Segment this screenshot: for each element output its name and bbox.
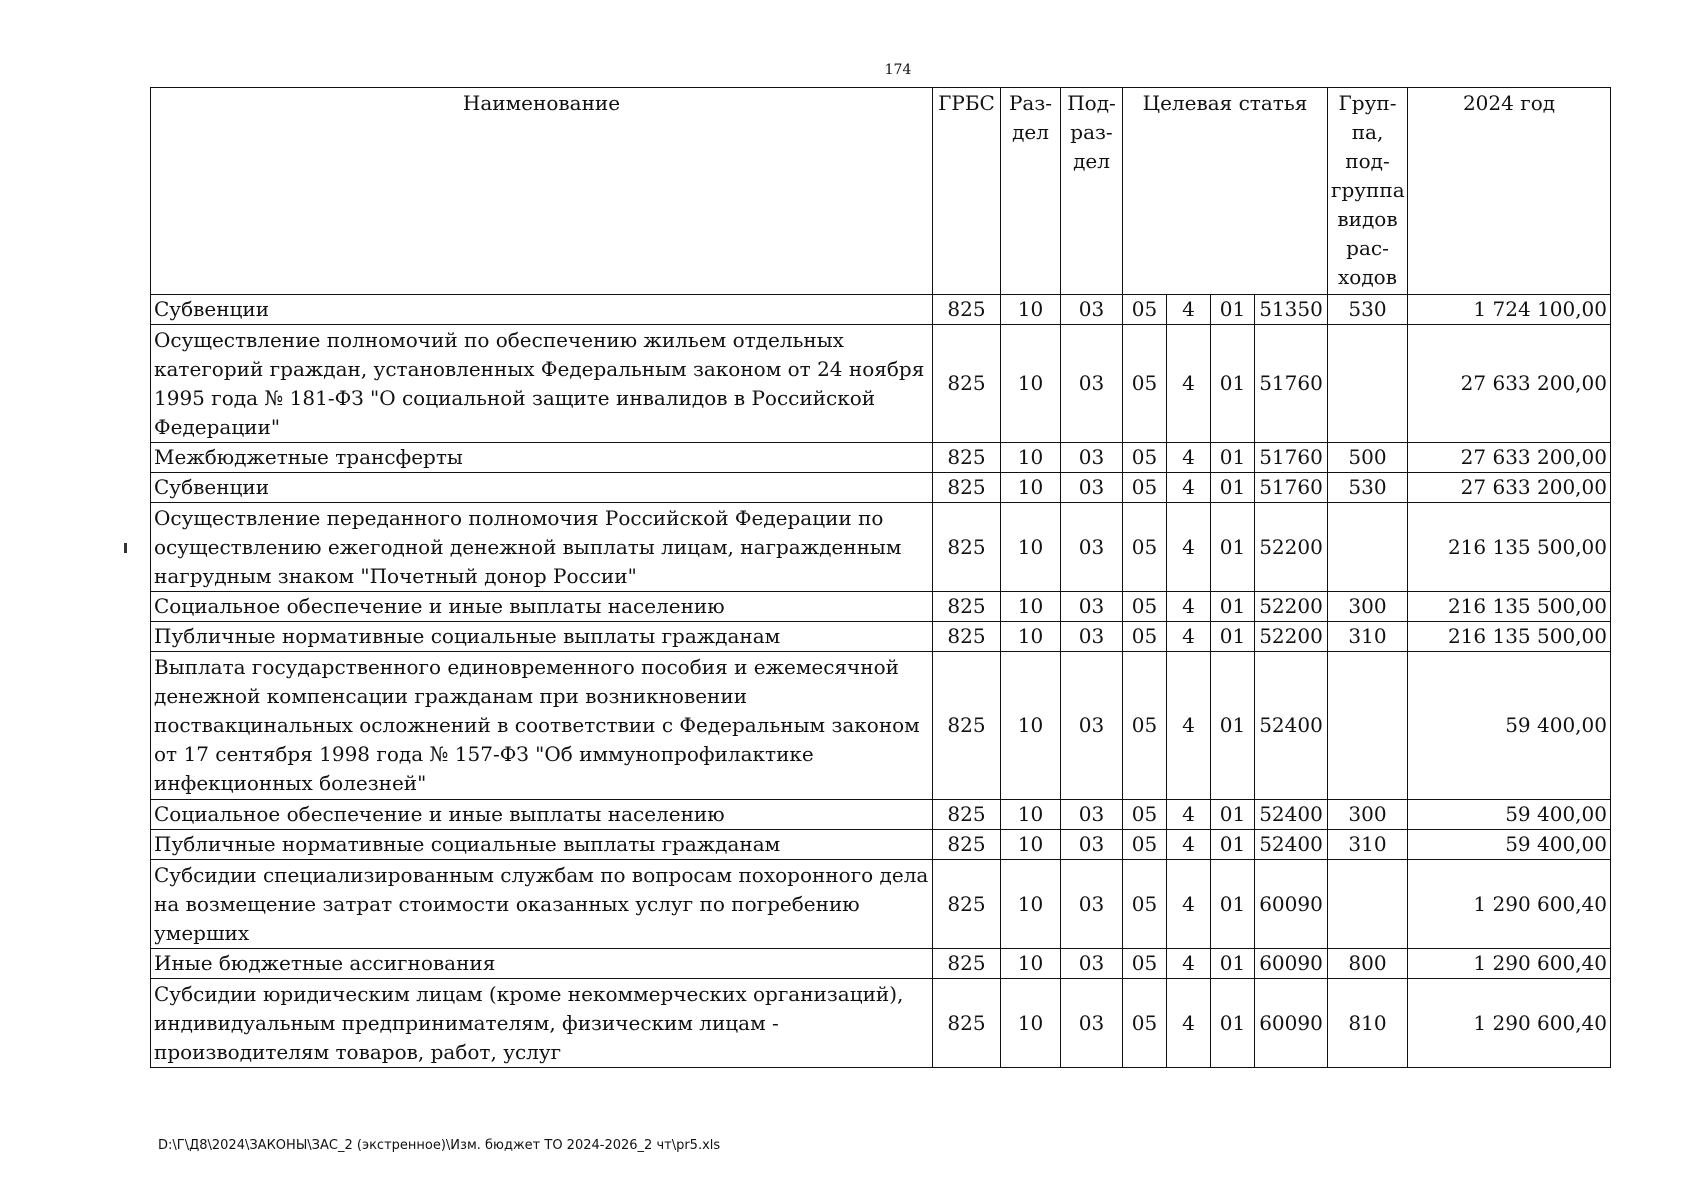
header-group-line: Груп-	[1338, 91, 1397, 115]
cell-podrazdel: 03	[1061, 622, 1123, 652]
cell-target-3: 01	[1211, 622, 1255, 652]
cell-amount: 1 290 600,40	[1408, 949, 1611, 979]
cell-grbs: 825	[933, 503, 1001, 592]
cell-name: Социальное обеспечение и иные выплаты населению	[151, 800, 933, 830]
cell-target-1: 05	[1123, 295, 1167, 325]
cell-name: Публичные нормативные социальные выплаты гражданам	[151, 622, 933, 652]
cell-razdel: 10	[1001, 443, 1061, 473]
cell-target-4: 51350	[1255, 295, 1328, 325]
cell-target-1: 05	[1123, 830, 1167, 860]
cell-group: 300	[1328, 800, 1408, 830]
cell-target-3: 01	[1211, 295, 1255, 325]
cell-group	[1328, 860, 1408, 949]
table-row	[151, 860, 1611, 949]
cell-amount: 1 290 600,40	[1408, 860, 1611, 949]
header-podrazdel-line: Под-	[1067, 91, 1116, 115]
cell-target-3: 01	[1211, 443, 1255, 473]
cell-razdel: 10	[1001, 860, 1061, 949]
cell-name: Субвенции	[151, 473, 933, 503]
cell-amount: 216 135 500,00	[1408, 622, 1611, 652]
table-row	[151, 979, 1611, 1068]
cell-name: Субсидии специализированным службам по вопросам похоронного дела на возмещение затрат стоимости оказанных услуг по погребению умерших	[151, 860, 933, 949]
cell-name: Субвенции	[151, 295, 933, 325]
cell-amount: 1 724 100,00	[1408, 295, 1611, 325]
cell-target-1: 05	[1123, 652, 1167, 800]
cell-grbs: 825	[933, 622, 1001, 652]
cell-target-1: 05	[1123, 622, 1167, 652]
cell-target-3: 01	[1211, 503, 1255, 592]
cell-razdel: 10	[1001, 325, 1061, 443]
cell-podrazdel: 03	[1061, 830, 1123, 860]
header-name: Наименование	[151, 88, 933, 295]
header-row	[151, 88, 1611, 295]
cell-group	[1328, 325, 1408, 443]
table-row	[151, 622, 1611, 652]
cell-grbs: 825	[933, 979, 1001, 1068]
cell-amount: 59 400,00	[1408, 830, 1611, 860]
table-row	[151, 652, 1611, 800]
cell-target-4: 52400	[1255, 800, 1328, 830]
cell-amount: 27 633 200,00	[1408, 473, 1611, 503]
cell-target-4: 60090	[1255, 949, 1328, 979]
cell-target-4: 51760	[1255, 443, 1328, 473]
cell-group: 530	[1328, 473, 1408, 503]
header-group-line: рас-	[1346, 236, 1389, 260]
cell-group: 810	[1328, 979, 1408, 1068]
cell-target-1: 05	[1123, 979, 1167, 1068]
cell-razdel: 10	[1001, 830, 1061, 860]
header-group	[1328, 88, 1408, 295]
cell-group: 310	[1328, 622, 1408, 652]
cell-target-1: 05	[1123, 800, 1167, 830]
header-podrazdel	[1061, 88, 1123, 295]
cell-target-3: 01	[1211, 592, 1255, 622]
header-razdel-line: дел	[1012, 120, 1049, 144]
cell-target-2: 4	[1167, 830, 1211, 860]
cell-amount: 59 400,00	[1408, 652, 1611, 800]
header-group-line: видов	[1337, 207, 1398, 231]
page-number: 174	[884, 62, 912, 78]
cell-target-2: 4	[1167, 979, 1211, 1068]
cell-grbs: 825	[933, 592, 1001, 622]
cell-podrazdel: 03	[1061, 443, 1123, 473]
cell-grbs: 825	[933, 295, 1001, 325]
cell-razdel: 10	[1001, 473, 1061, 503]
cell-target-3: 01	[1211, 979, 1255, 1068]
cell-amount: 216 135 500,00	[1408, 592, 1611, 622]
cell-target-2: 4	[1167, 800, 1211, 830]
cell-razdel: 10	[1001, 949, 1061, 979]
cell-name: Публичные нормативные социальные выплаты гражданам	[151, 830, 933, 860]
header-group-line: ходов	[1338, 265, 1397, 289]
cell-target-3: 01	[1211, 652, 1255, 800]
cell-name: Иные бюджетные ассигнования	[151, 949, 933, 979]
header-razdel-line: Раз-	[1008, 91, 1053, 115]
cell-group: 800	[1328, 949, 1408, 979]
cell-target-1: 05	[1123, 592, 1167, 622]
cell-target-2: 4	[1167, 503, 1211, 592]
cell-grbs: 825	[933, 652, 1001, 800]
table-row	[151, 800, 1611, 830]
cell-podrazdel: 03	[1061, 949, 1123, 979]
cell-target-3: 01	[1211, 325, 1255, 443]
cell-target-1: 05	[1123, 473, 1167, 503]
header-razdel	[1001, 88, 1061, 295]
cell-target-3: 01	[1211, 830, 1255, 860]
table-row	[151, 443, 1611, 473]
cell-razdel: 10	[1001, 979, 1061, 1068]
cell-podrazdel: 03	[1061, 592, 1123, 622]
cell-razdel: 10	[1001, 592, 1061, 622]
cell-target-4: 52400	[1255, 652, 1328, 800]
cell-grbs: 825	[933, 473, 1001, 503]
cell-razdel: 10	[1001, 652, 1061, 800]
cell-name: Выплата государственного единовременного пособия и ежемесячной денежной компенсации гражданам при возникновении поствакцинальных осложнений в соответствии с Федеральным законом от 17 сентября 1998 года № 157-ФЗ "Об иммунопрофилактике инфекционных болезней"	[151, 652, 933, 800]
cell-amount: 1 290 600,40	[1408, 979, 1611, 1068]
cell-target-4: 52200	[1255, 622, 1328, 652]
cell-target-3: 01	[1211, 800, 1255, 830]
cell-target-4: 51760	[1255, 473, 1328, 503]
cell-target-3: 01	[1211, 860, 1255, 949]
cell-podrazdel: 03	[1061, 503, 1123, 592]
header-year: 2024 год	[1408, 88, 1611, 295]
cell-grbs: 825	[933, 325, 1001, 443]
table-row	[151, 325, 1611, 443]
cell-target-4: 52200	[1255, 503, 1328, 592]
cell-podrazdel: 03	[1061, 652, 1123, 800]
cell-amount: 59 400,00	[1408, 800, 1611, 830]
cell-name: Социальное обеспечение и иные выплаты населению	[151, 592, 933, 622]
cell-grbs: 825	[933, 800, 1001, 830]
cell-grbs: 825	[933, 443, 1001, 473]
cell-name: Осуществление полномочий по обеспечению жильем отдельных категорий граждан, установленных Федеральным законом от 24 ноября 1995 года № 181-ФЗ "О социальной защите инвалидов в Российской Федерации"	[151, 325, 933, 443]
margin-mark	[124, 543, 127, 553]
table-row	[151, 473, 1611, 503]
cell-podrazdel: 03	[1061, 860, 1123, 949]
table-row	[151, 830, 1611, 860]
header-group-line: под-	[1345, 149, 1390, 173]
header-podrazdel-line: дел	[1073, 149, 1110, 173]
cell-group	[1328, 503, 1408, 592]
table-row	[151, 592, 1611, 622]
cell-target-2: 4	[1167, 860, 1211, 949]
budget-table	[150, 87, 1611, 1068]
cell-target-2: 4	[1167, 473, 1211, 503]
cell-group: 310	[1328, 830, 1408, 860]
cell-grbs: 825	[933, 830, 1001, 860]
cell-target-3: 01	[1211, 473, 1255, 503]
cell-grbs: 825	[933, 860, 1001, 949]
cell-razdel: 10	[1001, 622, 1061, 652]
cell-name: Межбюджетные трансферты	[151, 443, 933, 473]
cell-podrazdel: 03	[1061, 473, 1123, 503]
cell-target-3: 01	[1211, 949, 1255, 979]
cell-target-1: 05	[1123, 443, 1167, 473]
cell-razdel: 10	[1001, 800, 1061, 830]
table-body	[151, 295, 1611, 1068]
cell-razdel: 10	[1001, 503, 1061, 592]
header-podrazdel-line: раз-	[1070, 120, 1113, 144]
cell-target-2: 4	[1167, 443, 1211, 473]
cell-target-1: 05	[1123, 860, 1167, 949]
table-row	[151, 503, 1611, 592]
cell-amount: 27 633 200,00	[1408, 443, 1611, 473]
cell-podrazdel: 03	[1061, 800, 1123, 830]
header-grbs: ГРБС	[933, 88, 1001, 295]
header-group-line: группа	[1331, 178, 1405, 202]
cell-target-4: 52400	[1255, 830, 1328, 860]
footer-file-path: D:\Г\Д8\2024\ЗАКОНЫ\ЗАС_2 (экстренное)\Изм. бюджет ТО 2024-2026_2 чт\pr5.xls	[158, 1138, 721, 1153]
cell-target-2: 4	[1167, 592, 1211, 622]
cell-target-2: 4	[1167, 622, 1211, 652]
cell-target-4: 60090	[1255, 979, 1328, 1068]
cell-target-2: 4	[1167, 949, 1211, 979]
cell-target-1: 05	[1123, 503, 1167, 592]
cell-group: 300	[1328, 592, 1408, 622]
table-row	[151, 295, 1611, 325]
header-target: Целевая статья	[1123, 88, 1328, 295]
cell-target-4: 60090	[1255, 860, 1328, 949]
cell-target-2: 4	[1167, 295, 1211, 325]
cell-amount: 27 633 200,00	[1408, 325, 1611, 443]
cell-podrazdel: 03	[1061, 979, 1123, 1068]
header-group-line: па,	[1351, 120, 1384, 144]
cell-grbs: 825	[933, 949, 1001, 979]
cell-group: 500	[1328, 443, 1408, 473]
cell-target-2: 4	[1167, 325, 1211, 443]
cell-group	[1328, 652, 1408, 800]
cell-amount: 216 135 500,00	[1408, 503, 1611, 592]
cell-target-2: 4	[1167, 652, 1211, 800]
table-row	[151, 949, 1611, 979]
cell-target-1: 05	[1123, 949, 1167, 979]
cell-podrazdel: 03	[1061, 325, 1123, 443]
cell-name: Осуществление переданного полномочия Российской Федерации по осуществлению ежегодной денежной выплаты лицам, награжденным нагрудным знаком "Почетный донор России"	[151, 503, 933, 592]
cell-name: Субсидии юридическим лицам (кроме некоммерческих организаций), индивидуальным предпринимателям, физическим лицам - производителям товаров, работ, услуг	[151, 979, 933, 1068]
cell-group: 530	[1328, 295, 1408, 325]
cell-razdel: 10	[1001, 295, 1061, 325]
cell-target-4: 52200	[1255, 592, 1328, 622]
cell-podrazdel: 03	[1061, 295, 1123, 325]
cell-target-4: 51760	[1255, 325, 1328, 443]
cell-target-1: 05	[1123, 325, 1167, 443]
